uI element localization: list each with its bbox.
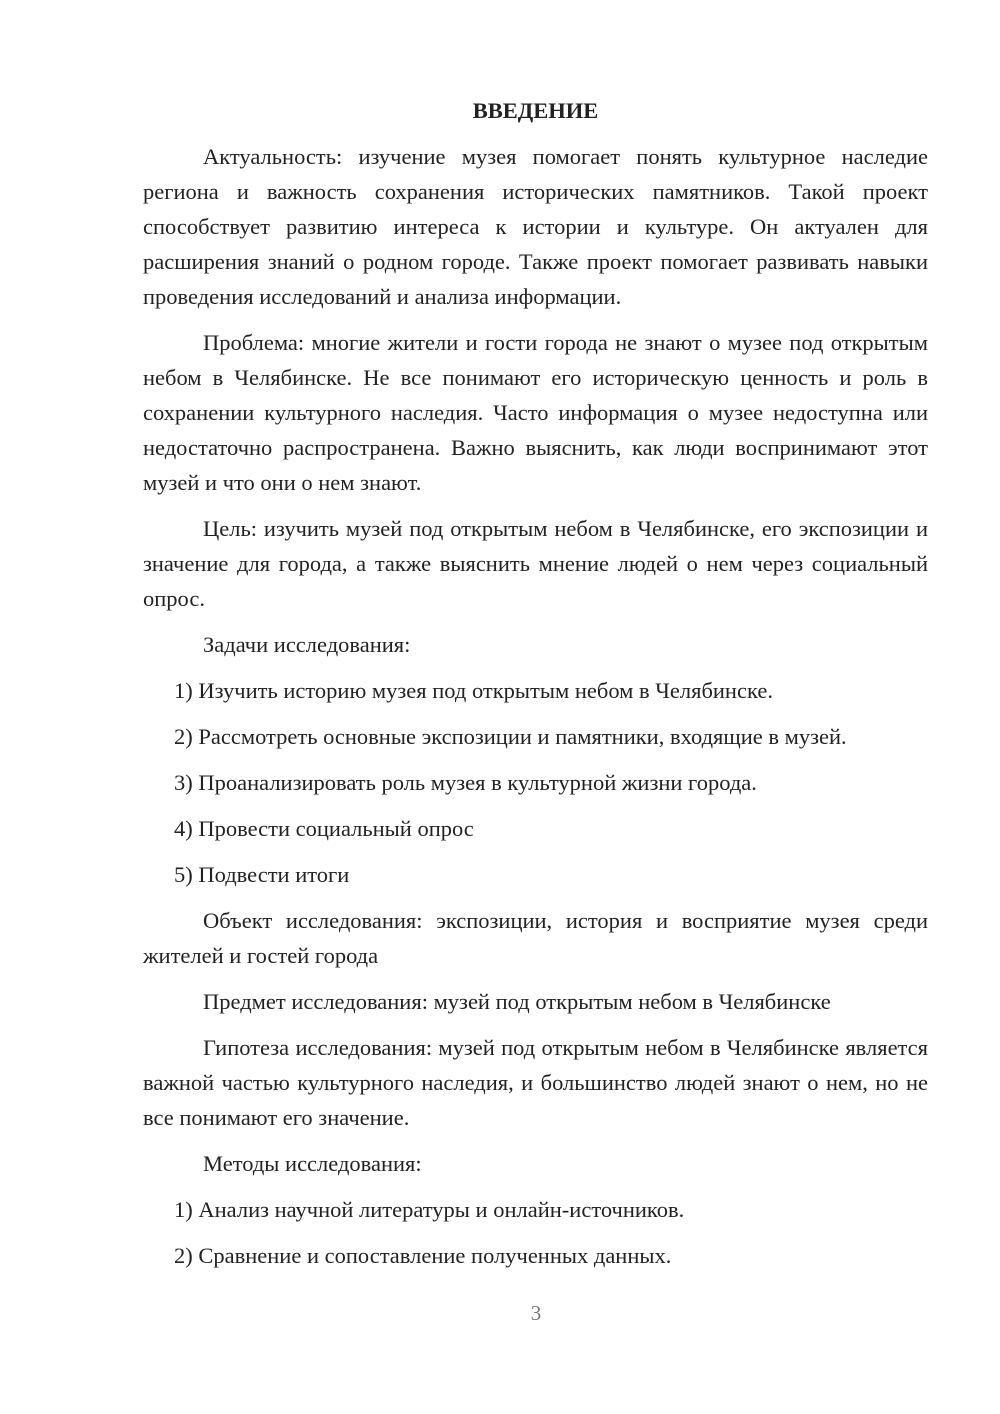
task-item: 2) Рассмотреть основные экспозиции и памятники, входящие в музей.: [174, 724, 847, 749]
page-content: [143, 93, 928, 1284]
problem-paragraph: Проблема: многие жители и гости города не знают о музее под открытым небом в Челябинске. Не все понимают его историческую ценность и роль в сохранении культурного наследия. Часто информация о музее недоступна или недостаточно распространена. Важно выяснить, как люди воспринимают этот музей и что они о нем знают.: [143, 330, 928, 495]
page-number: 3: [530, 1301, 542, 1325]
task-item: 1) Изучить историю музея под открытым небом в Челябинске.: [174, 678, 773, 703]
hypothesis-paragraph: Гипотеза исследования: музей под открытым небом в Челябинске является важной частью культурного наследия, и большинство людей знают о нем, но не все понимают его значение.: [143, 1035, 928, 1130]
method-item: 2) Сравнение и сопоставление полученных данных.: [174, 1243, 672, 1268]
page-title: ВВЕДЕНИЕ: [472, 98, 599, 123]
methods-heading: Методы исследования:: [203, 1151, 422, 1176]
goal-paragraph: Цель: изучить музей под открытым небом в Челябинске, его экспозиции и значение для города, а также выяснить мнение людей о нем через социальный опрос.: [143, 516, 928, 611]
relevance-paragraph: Актуальность: изучение музея помогает понять культурное наследие региона и важность сохранения исторических памятников. Такой проект способствует развитию интереса к истории и культуре. Он актуален для расширения знаний о родном городе. Также проект помогает развивать навыки проведения исследований и анализа информации.: [143, 144, 928, 309]
task-item: 3) Проанализировать роль музея в культурной жизни города.: [174, 770, 757, 795]
task-item: 4) Провести социальный опрос: [174, 816, 474, 841]
method-item: 1) Анализ научной литературы и онлайн-источников.: [174, 1197, 685, 1222]
object-paragraph: Объект исследования: экспозиции, история и восприятие музея среди жителей и гостей города: [143, 908, 928, 968]
subject-paragraph: Предмет исследования: музей под открытым небом в Челябинске: [203, 989, 831, 1014]
tasks-heading: Задачи исследования:: [203, 632, 411, 657]
task-item: 5) Подвести итоги: [174, 862, 350, 887]
